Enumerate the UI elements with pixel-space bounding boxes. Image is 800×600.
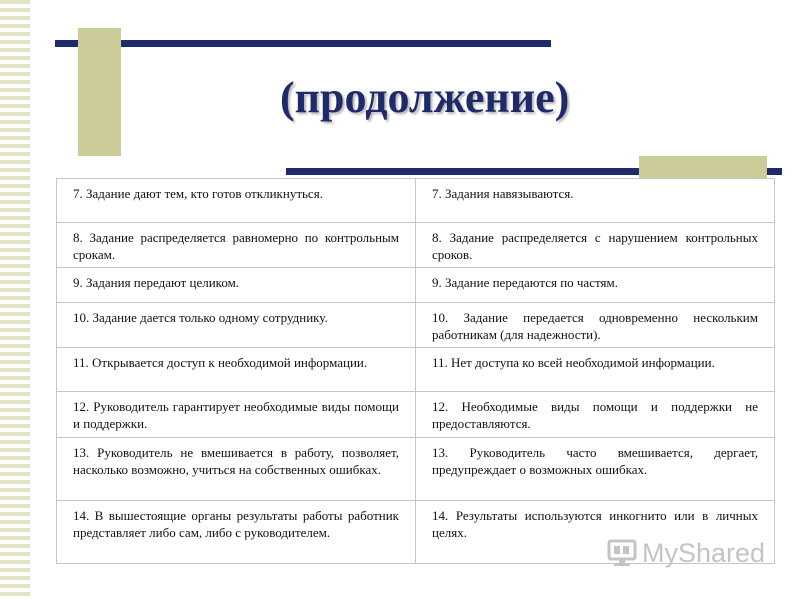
left-cell: 8. Задание распределяется равномерно по контрольным срокам. <box>57 223 416 268</box>
left-cell: 9. Задания передают целиком. <box>57 268 416 303</box>
right-cell: 14. Результаты используются инкогнито или в личных целях. <box>416 501 775 564</box>
right-cell: 13. Руководитель часто вмешивается, дергает, предупреждает о возможных ошибках. <box>416 438 775 501</box>
right-cell: 11. Нет доступа ко всей необходимой информации. <box>416 348 775 392</box>
watermark-text: MyShared <box>642 537 766 568</box>
table-row <box>57 348 775 392</box>
left-cell: 10. Задание дается только одному сотруднику. <box>57 303 416 348</box>
monitor-icon <box>606 537 638 569</box>
left-cell: 11. Открывается доступ к необходимой информации. <box>57 348 416 392</box>
decorative-stripes <box>0 0 30 600</box>
top-olive-block <box>78 28 121 156</box>
comparison-table <box>56 178 775 564</box>
left-cell: 12. Руководитель гарантирует необходимые виды помощи и поддержки. <box>57 392 416 438</box>
watermark <box>606 534 766 572</box>
table-row <box>57 303 775 348</box>
right-cell: 9. Задание передаются по частям. <box>416 268 775 303</box>
table-row <box>57 438 775 501</box>
slide-title: (продолжение) <box>280 73 570 122</box>
right-cell: 12. Необходимые виды помощи и поддержки не предоставляются. <box>416 392 775 438</box>
left-cell: 14. В вышестоящие органы результаты работы работник представляет либо сам, либо с руководителем. <box>57 501 416 564</box>
table-row <box>57 179 775 223</box>
table-row <box>57 392 775 438</box>
top-navy-bar <box>55 40 551 47</box>
right-cell: 10. Задание передается одновременно нескольким работникам (для надежности). <box>416 303 775 348</box>
table-row <box>57 268 775 303</box>
left-cell: 13. Руководитель не вмешивается в работу, позволяет, насколько возможно, учиться на собственных ошибках. <box>57 438 416 501</box>
right-cell: 8. Задание распределяется с нарушением контрольных сроков. <box>416 223 775 268</box>
left-cell: 7. Задание дают тем, кто готов откликнуться. <box>57 179 416 223</box>
table-row <box>57 223 775 268</box>
right-cell: 7. Задания навязываются. <box>416 179 775 223</box>
